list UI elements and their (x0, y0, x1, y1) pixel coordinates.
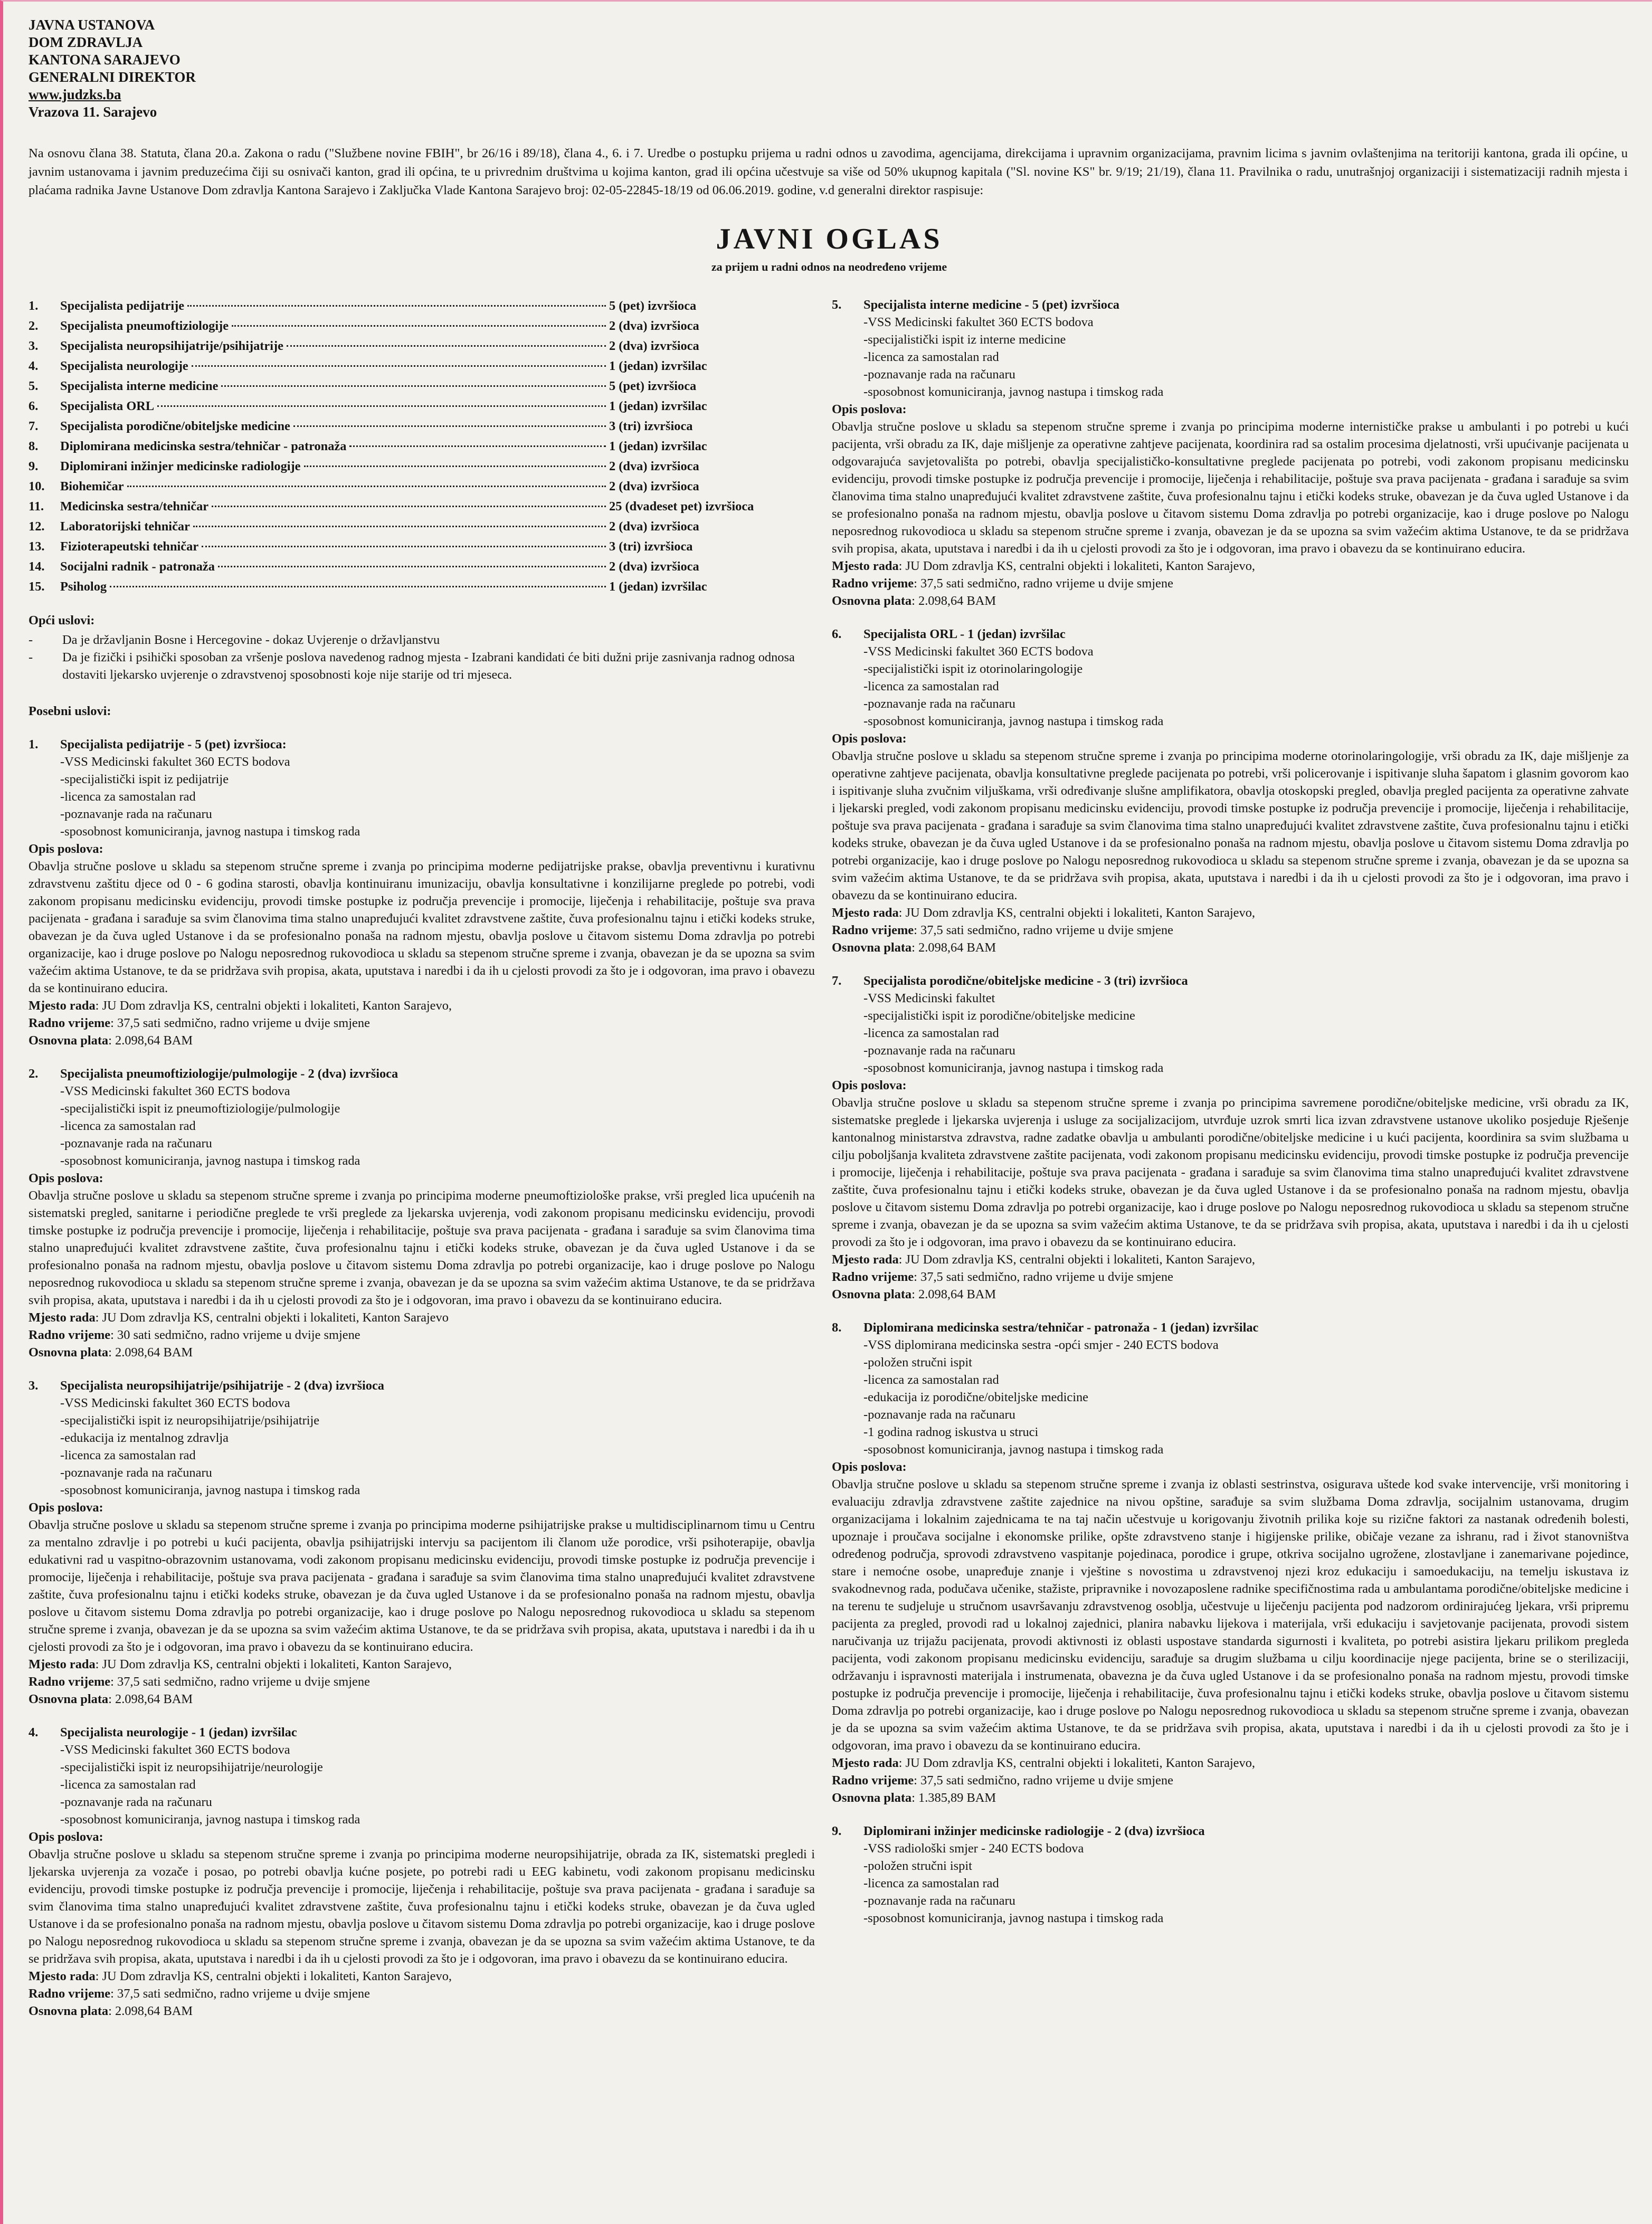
salary-value: : 2.098,64 BAM (108, 1345, 193, 1360)
hours-row (29, 1985, 815, 2002)
position-count: 1 (jedan) izvršilac (609, 579, 707, 594)
requirements-list (863, 1840, 1629, 1927)
position-row (29, 356, 815, 376)
left-column (29, 296, 815, 2020)
job-title-row (832, 296, 1629, 313)
position-row (29, 396, 815, 416)
salary-row (29, 1032, 815, 1049)
job-title: Diplomirana medicinska sestra/tehničar - patronaža - 1 (jedan) izvršilac (863, 1320, 1259, 1335)
job-title: Diplomirani inžinjer medicinske radiologije - 2 (dva) izvršioca (863, 1824, 1205, 1838)
hours-label: Radno vrijeme (832, 1270, 914, 1284)
hours-row (29, 1673, 815, 1690)
salary-value: : 2.098,64 BAM (108, 1692, 193, 1706)
list-item (29, 649, 815, 683)
salary-label: Osnovna plata (29, 1033, 109, 1048)
salary-row (832, 1789, 1629, 1807)
position-name: Specijalista neuropsihijatrije/psihijatrije (60, 339, 283, 353)
salary-row (832, 939, 1629, 956)
job-description: Obavlja stručne poslove u skladu sa stepenom stručne spreme i zvanja po principima savremene porodične/obiteljske medicine, vrši obradu za IK, sistematske preglede i ljekarska uvjerenja i usluge za socijalizacijom, utvrđuje uzrok smrti lica izvan zdravstvene ustanove ukoliko posjeduje Rješenje kantonalnog ministarstva zdravstva, radne zadatke obavlja u ambulanti porodične/obiteljske medicine i u kući pacijenta, koordinira sa svim službama u cilju poboljšanja kvaliteta zdravstvene zaštite pacijenata, vodi zakonom propisanu medicinsku evidenciju, provodi timske postupke iz područja prevencije i promocije, liječenja i rehabilitacije, poštuje sva prava pacijenata - građana i sarađuje sa svim članovima tima stalno unapređujući kvalitet zdravstvene zaštite, čuva profesionalnu tajnu i etički kodeks struke, obavezan je da čuva ugled Ustanove i da se profesionalno ponaša na radnom mjestu, obavlja poslove u čitavom sistemu Doma zdravlja po potrebi organizacije, kao i druge poslove po Nalogu neposrednog rukovodioca u skladu sa stepenom stručne spreme i zvanja, obavezan je da se upozna sa svim važećim aktima Ustanove, te da se pridržava svih propisa, akata, uputstava i naredbi i da ih u cjelosti provodi za što je i odgovoran, ima pravo i obavezu da se kontinuirano educira. (832, 1096, 1629, 1249)
requirements-list (60, 1741, 815, 1828)
header-line: DOM ZDRAVLJA (29, 34, 143, 50)
position-row (29, 537, 815, 557)
requirements-list (60, 1082, 815, 1170)
requirement-item: -edukacija iz porodične/obiteljske medicine (863, 1390, 1088, 1404)
requirement-item: -1 godina radnog iskustva u struci (863, 1425, 1039, 1439)
position-name: Medicinska sestra/tehničar (60, 499, 209, 514)
right-sections (832, 296, 1629, 1927)
position-count: 3 (tri) izvršioca (609, 419, 693, 433)
header-line: JAVNA USTANOVA (29, 17, 155, 33)
job-number: 9. (832, 1824, 842, 1838)
salary-value: : 2.098,64 BAM (912, 1287, 996, 1301)
position-number: 7. (29, 419, 39, 433)
position-number: 2. (29, 319, 39, 333)
requirement-item: -specijalistički ispit iz porodične/obiteljske medicine (863, 1009, 1135, 1023)
requirement-item: -licenca za samostalan rad (863, 1876, 999, 1890)
requirement-item: -VSS Medicinski fakultet 360 ECTS bodova (60, 1743, 290, 1757)
position-count: 2 (dva) izvršioca (609, 459, 699, 473)
job-description: Obavlja stručne poslove u skladu sa stepenom stručne spreme i zvanja po principima moderne pedijatrijske prakse, obavlja preventivnu i kurativnu zdravstvenu zaštitu djece od 0 - 6 godina starosti, obavlja kontinuiranu imunizaciju, obavlja konsultativne i konzilijarne preglede po potrebi, vodi zakonom propisanu medicinsku evidenciju, provodi timske postupke iz područja prevencije i promocije, liječenja i rehabilitacije, poštuje sva prava pacijenata - građana i sarađuje sa svim članovima tima stalno unapređujući kvalitet zdravstvene zaštite, čuva profesionalnu tajnu i etički kodeks struke, obavezan je da čuva ugled Ustanove i da se profesionalno ponaša na radnom mjestu, obavlja poslove u čitavom sistemu Doma zdravlja po potrebi organizacije, kao i druge poslove po Nalogu neposrednog rukovodioca u skladu sa stepenom stručne spreme i zvanja, obavezan je da se upozna sa svim važećim aktima Ustanove, te da se pridržava svih propisa, akata, uputstava i naredbi i da ih u cjelosti provodi za što je i odgovoran, ima pravo i obavezu da se kontinuirano educira. (29, 859, 815, 995)
job-number: 4. (29, 1725, 39, 1740)
place-value: : JU Dom zdravlja KS, centralni objekti i lokaliteti, Kanton Sarajevo, (95, 999, 452, 1013)
job-number: 5. (832, 298, 842, 312)
position-row (29, 517, 815, 537)
requirements-list (60, 753, 815, 840)
position-number: 10. (29, 479, 45, 493)
requirement-item: -sposobnost komuniciranja, javnog nastupa i timskog rada (60, 1812, 360, 1827)
place-row (29, 1309, 815, 1326)
requirement-item: -sposobnost komuniciranja, javnog nastupa i timskog rada (60, 824, 360, 839)
job-description: Obavlja stručne poslove u skladu sa stepenom stručne spreme i zvanja po principima moderne pneumoftiziološke prakse, vrši pregled lica upućenih na sistematski pregled, sanitarne i periodične preglede te vrši preglede za ljekarska uvjerenja, vodi zakonom propisanu medicinsku evidenciju, provodi timske postupke iz područja prevencije i promocije, liječenja i rehabilitacije, poštuje sva prava pacijenata - građana i sarađuje sa svim članovima tima stalno unapređujući kvalitet zdravstvene zaštite, čuva profesionalnu tajnu i etički kodeks struke, obavezan je da čuva ugled Ustanove i da se profesionalno ponaša na radnom mjestu, obavlja poslove u čitavom sistemu Doma zdravlja po potrebi organizacije, kao i druge poslove po Nalogu neposrednog rukovodioca u skladu sa stepenom stručne spreme i zvanja, obavezan je da se upozna sa svim važećim aktima Ustanove, te da se pridržava svih propisa, akata, uputstava i naredbi i da ih u cjelosti provodi za što je i odgovoran, ima pravo i obavezu da se kontinuirano educira. (29, 1189, 815, 1307)
job-number: 3. (29, 1379, 39, 1393)
position-row (29, 577, 815, 597)
place-value: : JU Dom zdravlja KS, centralni objekti i lokaliteti, Kanton Sarajevo, (898, 1252, 1255, 1267)
hours-row (29, 1014, 815, 1032)
job-title: Specijalista pneumoftiziologije/pulmologije - 2 (dva) izvršioca (60, 1067, 398, 1081)
salary-row (29, 1344, 815, 1361)
salary-row (832, 592, 1629, 610)
dot-leader (192, 365, 606, 367)
salary-value: : 2.098,64 BAM (912, 594, 996, 608)
requirement-item: -VSS Medicinski fakultet 360 ECTS bodova (60, 1396, 290, 1410)
address: Vrazova 11. Sarajevo (29, 104, 157, 120)
hours-label: Radno vrijeme (29, 1016, 111, 1030)
requirement-item: -sposobnost komuniciranja, javnog nastupa i timskog rada (863, 1442, 1164, 1457)
requirement-item: -licenca za samostalan rad (863, 350, 999, 364)
legal-intro: Na osnovu člana 38. Statuta, člana 20.a. Zakona o radu ("Službene novine FBIH", br 26/16 i 89/18), člana 4., 6. i 7. Uredbe o postupku prijema u radni odnos u zavodima, agencijama, direkcijama i upravnim organizacijama, pravnim licima s javnim ovlaštenjima na teritoriji kantona, grada ili općine, u javnim ustanovama i javnim preduzećima čiji su osnivači kanton, grad ili općina, te u privrednim društvima u kojima kanton, grad ili općina učestvuje sa više od 50% ukupnog kapitala ("Sl. novine KS" br. 9/19; 21/19), člana 11. Pravilnika o radu, unutrašnjoj organizaciji i sistematizaciji radnih mjesta i plaćama radnika Javne Ustanove Dom zdravlja Kantona Sarajevo i Zaključka Vlade Kantona Sarajevo broj: 02-05-22845-18/19 od 06.06.2019. godine, v.d generalni direktor raspisuje: (29, 146, 1628, 197)
description-label: Opis poslova: (832, 1078, 907, 1092)
hours-label: Radno vrijeme (29, 1675, 111, 1689)
salary-label: Osnovna plata (29, 1692, 109, 1706)
requirements-list (60, 1394, 815, 1499)
dot-leader (293, 425, 606, 427)
dot-leader (304, 465, 606, 467)
place-value: : JU Dom zdravlja KS, centralni objekti i lokaliteti, Kanton Sarajevo, (898, 906, 1255, 920)
hours-value: : 37,5 sati sedmično, radno vrijeme u dvije smjene (914, 576, 1173, 591)
requirement-item: -licenca za samostalan rad (60, 1778, 196, 1792)
requirement-item: -licenca za samostalan rad (60, 790, 196, 804)
job-title: Specijalista ORL - 1 (jedan) izvršilac (863, 627, 1066, 641)
position-count: 2 (dva) izvršioca (609, 559, 699, 574)
dot-leader (221, 385, 606, 387)
job-description: Obavlja stručne poslove u skladu sa stepenom stručne spreme i zvanja po principima moderne neuropsihijatrije, obrada za IK, sistematski pregledi i ljekarska uvjerenja za vozače i posao, po potrebi obavlja kućne posjete, po potrebi radi u EEG kabinetu, vodi zakonom propisanu medicinsku evidenciju, provodi timske postupke iz područja prevencije i promocije, liječenja i rehabilitacije, poštuje sva prava pacijenata - građana i sarađuje sa svim članovima tima stalno unapređujući kvalitet zdravstvene zaštite, čuva profesionalnu tajnu i etički kodeks struke, obavezan je da čuva ugled Ustanove i da se profesionalno ponaša na radnom mjestu, obavlja poslove u čitavom sistemu Doma zdravlja po potrebi organizacije, kao i druge poslove po Nalogu neposrednog rukovodioca u skladu sa stepenom stručne spreme i zvanja, obavezan je da se upozna sa svim važećim aktima Ustanove, te da se pridržava svih propisa, akata, uputstava i naredbi i da ih u cjelosti provodi za što je i odgovoran, ima pravo i obavezu da se kontinuirano educira. (29, 1847, 815, 1966)
requirement-item: -licenca za samostalan rad (863, 679, 999, 693)
position-count: 1 (jedan) izvršilac (609, 359, 707, 373)
salary-row (29, 1690, 815, 1708)
position-count: 2 (dva) izvršioca (609, 319, 699, 333)
position-number: 8. (29, 439, 39, 453)
job-title-row (29, 1377, 815, 1394)
requirement-item: -poznavanje rada na računaru (863, 367, 1015, 382)
position-name: Specijalista porodične/obiteljske medicine (60, 419, 290, 433)
position-name: Biohemičar (60, 479, 124, 493)
place-row (29, 1656, 815, 1673)
job-number: 8. (832, 1320, 842, 1335)
dot-leader (202, 546, 606, 547)
requirement-item: -poznavanje rada na računaru (60, 1136, 212, 1151)
place-value: : JU Dom zdravlja KS, centralni objekti i lokaliteti, Kanton Sarajevo, (898, 1756, 1255, 1770)
description-label: Opis poslova: (29, 1500, 103, 1515)
position-number: 13. (29, 539, 45, 554)
list-item (29, 631, 815, 649)
job-title-row (832, 1319, 1629, 1336)
salary-label: Osnovna plata (832, 940, 912, 955)
requirements-list (863, 990, 1629, 1077)
position-name: Psiholog (60, 579, 107, 594)
position-name: Diplomirani inžinjer medicinske radiologije (60, 459, 301, 473)
requirement-item: -specijalistički ispit iz interne medicine (863, 332, 1066, 347)
job-description: Obavlja stručne poslove u skladu sa stepenom stručne spreme i zvanja po principima moderne otorinolaringologije, vrši obradu za IK, daje mišljenje za operativne zahtjeve pacijenata, obavlja konsultativne preglede pacijenata po potrebi, vrši policerovanje i ispitivanje sluha šapatom i glasnim govorom kao i ispitivanje sluha zvučnim viljuškama, vrši određivanje slušne amplifikatora, obavlja otoskopski pregled, obavlja pregled pacijenta za operativne zahvate i ljekarski pregled, vodi zakonom propisanu medicinsku evidenciju, provodi timske postupke iz područja prevencije i promocije, liječenja i rehabilitacije, poštuje sva prava pacijenata - građana i sarađuje sa svim članovima tima stalno unapređujući kvalitet zdravstvene zaštite, čuva profesionalnu tajnu i etički kodeks struke, obavezan je da čuva ugled Ustanove i da se profesionalno ponaša na radnom mjestu, obavlja poslove u čitavom sistemu Doma zdravlja po potrebi organizacije, kao i druge poslove po Nalogu neposrednog rukovodioca u skladu sa stepenom stručne spreme i zvanja, obavezan je da se upozna sa svim važećim aktima Ustanove, te da se pridržava svih propisa, akata, uputstava i naredbi i da ih u cjelosti provodi za što je i odgovoran, ima pravo i obavezu da se kontinuirano educira. (832, 749, 1629, 902)
job-description: Obavlja stručne poslove u skladu sa stepenom stručne spreme i zvanja po principima moderne psihijatrijske prakse u multidisciplinarnom timu u Centru za mentalno zdravlje i po potrebi u kući pacijenta, obavlja psihijatrijski intervju sa pacijentom ili članom uže porodice, vrši psihoterapije, obavlja edukativni rad u vaspitno-obrazovnim ustanovama, vodi zakonom propisanu medicinsku evidenciju, provodi timske postupke iz područja prevencije i promocije, liječenja i rehabilitacije, poštuje sva prava pacijenata - građana i sarađuje sa svim članovima tima stalno unapređujući kvalitet zdravstvene zaštite, čuva profesionalnu tajnu i etički kodeks struke, obavezan je da čuva ugled Ustanove i da se profesionalno ponaša na radnom mjestu, obavlja poslove u čitavom sistemu Doma zdravlja po potrebi organizacije, kao i druge poslove po Nalogu neposrednog rukovodioca u skladu sa stepenom stručne spreme i zvanja, obavezan je da se upozna sa svim važećim aktima Ustanove, te da se pridržava svih propisa, akata, uputstava i naredbi i da ih u cjelosti provodi za što je i odgovoran, ima pravo i obavezu da se kontinuirano educira. (29, 1518, 815, 1654)
position-number: 6. (29, 399, 39, 413)
position-name: Specijalista ORL (60, 399, 155, 413)
requirement-item: -sposobnost komuniciranja, javnog nastupa i timskog rada (60, 1154, 360, 1168)
dot-leader (127, 486, 606, 487)
requirement-item: -poznavanje rada na računaru (863, 1043, 1015, 1058)
place-value: : JU Dom zdravlja KS, centralni objekti i lokaliteti, Kanton Sarajevo, (95, 1657, 452, 1671)
position-name: Diplomirana medicinska sestra/tehničar - patronaža (60, 439, 347, 453)
position-number: 5. (29, 379, 39, 393)
job-section (832, 1319, 1629, 1807)
dot-leader (187, 305, 606, 307)
position-count: 2 (dva) izvršioca (609, 519, 699, 534)
requirement-item: -poznavanje rada na računaru (863, 1894, 1015, 1908)
hours-value: : 37,5 sati sedmično, radno vrijeme u dvije smjene (914, 923, 1173, 937)
position-name: Specijalista pedijatrije (60, 299, 185, 313)
position-count: 1 (jedan) izvršilac (609, 439, 707, 453)
description-label: Opis poslova: (29, 1171, 103, 1185)
position-name: Laboratorijski tehničar (60, 519, 190, 534)
place-label: Mjesto rada (29, 1657, 96, 1671)
right-column (832, 296, 1629, 1927)
position-row (29, 557, 815, 577)
requirement-item: -VSS Medicinski fakultet (863, 991, 995, 1005)
job-section (832, 1822, 1629, 1927)
requirement-item: -poznavanje rada na računaru (863, 1408, 1015, 1422)
general-conditions-title: Opći uslovi: (29, 613, 95, 628)
place-label: Mjesto rada (29, 1310, 96, 1325)
position-number: 9. (29, 459, 39, 473)
position-row (29, 477, 815, 497)
place-label: Mjesto rada (832, 1252, 899, 1267)
hours-value: : 37,5 sati sedmično, radno vrijeme u dvije smjene (914, 1270, 1173, 1284)
job-section (29, 1377, 815, 1708)
job-title-row (29, 1724, 815, 1741)
job-title: Specijalista porodične/obiteljske medicine - 3 (tri) izvršioca (863, 974, 1188, 988)
requirement-item: -specijalistički ispit iz neuropsihijatrije/psihijatrije (60, 1413, 320, 1428)
special-conditions-title: Posebni uslovi: (29, 704, 111, 718)
job-number: 2. (29, 1067, 39, 1081)
requirement-item: -položen stručni ispit (863, 1355, 972, 1370)
page-title: JAVNI OGLAS (716, 223, 943, 255)
requirement-item: -VSS diplomirana medicinska sestra -opći smjer - 240 ECTS bodova (863, 1338, 1219, 1352)
job-description: Obavlja stručne poslove u skladu sa stepenom stručne spreme i zvanja po principima moderne internističke prakse u ambulanti i po potrebi u kući pacijenta, vrši obradu za IK, daje mišljenje za operativne zahtjeve pacijenata, koordinira rad sa ostalim procesima djelatnosti, vrši upućivanje pacijenata u odgovarajuća savjetovališta po potrebi, obavlja specijalističko-konsultativne preglede pacijenata po potrebi, vodi zakonom propisanu medicinsku evidenciju, provodi timske postupke iz područja prevencije i promocije, liječenja i rehabilitacije, poštuje sva prava pacijenata - građana i sarađuje sa svim članovima tima stalno unapređujući kvalitet zdravstvene zaštite, čuva profesionalnu tajnu i etički kodeks struke, obavezan je da čuva ugled Ustanove i da se profesionalno ponaša na radnom mjestu, obavlja poslove u čitavom sistemu Doma zdravlja po potrebi organizacije, kao i druge poslove po Nalogu neposrednog rukovodioca u skladu sa stepenom stručne spreme i zvanja, obavezan je da se upozna sa svim važećim aktima Ustanove, te da se pridržava svih propisa, akata, uputstava i naredbi i da ih u cjelosti provodi za što je i odgovoran, ima pravo i obavezu da se kontinuirano educira. (832, 420, 1629, 556)
salary-row (832, 1286, 1629, 1303)
job-title-row (832, 972, 1629, 990)
requirement-item: -specijalistički ispit iz pneumoftiziologije/pulmologije (60, 1101, 340, 1116)
requirement-item: -poznavanje rada na računaru (60, 807, 212, 821)
requirement-item: -VSS radiološki smjer - 240 ECTS bodova (863, 1841, 1084, 1856)
place-value: : JU Dom zdravlja KS, centralni objekti i lokaliteti, Kanton Sarajevo, (95, 1969, 452, 1983)
hours-label: Radno vrijeme (29, 1987, 111, 2001)
dash-marker: - (29, 650, 33, 664)
position-count: 1 (jedan) izvršilac (609, 399, 707, 413)
salary-value: : 2.098,64 BAM (108, 1033, 193, 1048)
requirement-item: -poznavanje rada na računaru (863, 697, 1015, 711)
salary-label: Osnovna plata (832, 1791, 912, 1805)
position-row (29, 416, 815, 436)
position-name: Specijalista pneumoftiziologije (60, 319, 229, 333)
dot-leader (193, 526, 606, 527)
position-count: 2 (dva) izvršioca (609, 479, 699, 493)
place-row (832, 1754, 1629, 1772)
hours-row (832, 921, 1629, 939)
job-title-row (29, 1065, 815, 1082)
requirement-item: -licenca za samostalan rad (863, 1373, 999, 1387)
requirement-item: -specijalistički ispit iz pedijatrije (60, 772, 229, 786)
general-conditions-list (29, 631, 815, 683)
hours-label: Radno vrijeme (832, 1773, 914, 1788)
job-number: 6. (832, 627, 842, 641)
position-count: 5 (pet) izvršioca (609, 379, 697, 393)
job-title: Specijalista interne medicine - 5 (pet) izvršioca (863, 298, 1119, 312)
hours-row (832, 575, 1629, 592)
requirement-item: -licenca za samostalan rad (60, 1448, 196, 1462)
place-label: Mjesto rada (29, 999, 96, 1013)
salary-label: Osnovna plata (832, 1287, 912, 1301)
requirement-item: -specijalistički ispit iz neuropsihijatrije/neurologije (60, 1760, 323, 1774)
place-row (832, 904, 1629, 921)
requirement-item: -licenca za samostalan rad (863, 1026, 999, 1040)
job-number: 1. (29, 737, 39, 752)
hours-value: : 30 sati sedmično, radno vrijeme u dvije smjene (110, 1328, 360, 1342)
description-label: Opis poslova: (832, 402, 907, 416)
dot-leader (212, 506, 606, 507)
job-description: Obavlja stručne poslove u skladu sa stepenom stručne spreme i zvanja iz oblasti sestrinstva, osigurava uštede kod svake intervencije, vrši monitoring i evaluaciju zdravlja zdravstvene zaštite zajednice na nivou opštine, sarađuje sa svim službama Doma zdravlja, socijalnim ustanovama, drugim organizacijama i lokalnim zajednicama te na taj način učestvuje u korigovanju životnih prilika koje su rizične faktori za nastanak određenih bolesti, upoznaje i proučava socijalne i ekonomske prilike, opšte zdravstveno stanje i higijenske prilike, običaje vezane za ishranu, rad i život stanovništva određenog područja, sprovodi zdravstveno vaspitanje pojedinaca, porodice i grupe, otkriva socijalno ugrožene, zlostavljane i zanemarivane pojedince, stare i nemoćne osobe, unapređuje znanje i vještine s novostima u zdravstvenoj njezi kroz edukaciju i samoedukaciju, na temelju iskustava iz svakodnevnog rada, podučava učenike, stažiste, pripravnike i novozaposlene radnike specifičnostima rada u ambulantama porodične/obiteljske medicine i na terenu te sudjeluje u stručnom usavršavanju zdravstvenog osoblja, učestvuje u liječenju pacijenta pod nadzorom ordinirajućeg ljekara, vrši pripremu pacijenta za pregled, provodi rad u lokalnoj zajednici, planira nabavku lijekova i materijala, vrši edukaciju i savjetovanje pacijenata, provodi sistem naručivanja uz trijažu pacijenata, provodi aktivnosti iz oblasti uspostave standarda sigurnosti i kvaliteta, po potrebi asistira ljekaru prilikom pregleda pacijenta, vodi zakonom propisanu medicinsku evidenciju, sarađuje sa drugim službama u cilju koordinacije njege pacijenta, brine se o sterilizaciji, održavanju i ispravnosti materijala i instrumenata, obavezna je da čuva ugled Ustanove i da se profesionalno ponaša na radnom mjestu, provodi timske postupke iz područja prevencije i promocije, liječenja i rehabilitacije, čuva profesionalnu tajnu i etički kodeks struke, obavlja poslove u čitavom sistemu Doma zdravlja po potrebi organizacije, kao i druge poslove po Nalogu neposrednog rukovodioca u skladu sa stepenom stručne spreme i zvanja, obavezan je da se upozna sa svim važećim aktima Ustanove, te da se pridržava svih propisa, akata, uputstava i naredbi i da ih u cjelosti provodi za što je i odgovoran, ima pravo i obavezu da se kontinuirano educira. (832, 1477, 1629, 1753)
requirements-list (863, 643, 1629, 730)
job-title: Specijalista neuropsihijatrije/psihijatrije - 2 (dva) izvršioca (60, 1379, 384, 1393)
salary-row (29, 2002, 815, 2020)
place-value: : JU Dom zdravlja KS, centralni objekti i lokaliteti, Kanton Sarajevo, (898, 559, 1255, 573)
dot-leader (218, 566, 606, 567)
description-label: Opis poslova: (29, 1830, 103, 1844)
header-line: GENERALNI DIREKTOR (29, 69, 196, 85)
requirement-item: -specijalistički ispit iz otorinolaringologije (863, 662, 1083, 676)
position-number: 3. (29, 339, 39, 353)
position-row (29, 457, 815, 477)
place-label: Mjesto rada (29, 1969, 96, 1983)
place-row (832, 1251, 1629, 1268)
place-row (29, 997, 815, 1014)
job-section (832, 625, 1629, 956)
position-name: Specijalista neurologije (60, 359, 188, 373)
place-row (832, 557, 1629, 575)
position-name: Fizioterapeutski tehničar (60, 539, 199, 554)
dot-leader (157, 405, 606, 407)
requirement-item: -VSS Medicinski fakultet 360 ECTS bodova (863, 644, 1094, 659)
position-count: 3 (tri) izvršioca (609, 539, 693, 554)
hours-row (29, 1326, 815, 1344)
position-number: 14. (29, 559, 45, 574)
requirement-item: -VSS Medicinski fakultet 360 ECTS bodova (863, 315, 1094, 329)
hours-row (832, 1772, 1629, 1789)
requirement-item: -sposobnost komuniciranja, javnog nastupa i timskog rada (863, 714, 1164, 728)
hours-value: : 37,5 sati sedmično, radno vrijeme u dvije smjene (914, 1773, 1173, 1788)
place-value: : JU Dom zdravlja KS, centralni objekti i lokaliteti, Kanton Sarajevo (95, 1310, 449, 1325)
dot-leader (110, 586, 606, 587)
dot-leader (232, 325, 606, 327)
header-line: KANTONA SARAJEVO (29, 52, 181, 68)
position-number: 12. (29, 519, 45, 534)
requirement-item: -sposobnost komuniciranja, javnog nastupa i timskog rada (863, 1911, 1164, 1925)
job-section (29, 1724, 815, 2020)
job-number: 7. (832, 974, 842, 988)
place-row (29, 1968, 815, 1985)
requirements-list (863, 1336, 1629, 1458)
position-row (29, 376, 815, 396)
job-section (832, 972, 1629, 1303)
salary-label: Osnovna plata (29, 1345, 109, 1360)
requirements-list (863, 313, 1629, 401)
hours-label: Radno vrijeme (832, 923, 914, 937)
requirement-item: -VSS Medicinski fakultet 360 ECTS bodova (60, 755, 290, 769)
hours-value: : 37,5 sati sedmično, radno vrijeme u dvije smjene (110, 1675, 370, 1689)
requirement-item: -VSS Medicinski fakultet 360 ECTS bodova (60, 1084, 290, 1098)
requirement-item: -sposobnost komuniciranja, javnog nastupa i timskog rada (863, 385, 1164, 399)
position-name: Specijalista interne medicine (60, 379, 219, 393)
position-number: 1. (29, 299, 39, 313)
salary-value: : 2.098,64 BAM (912, 940, 996, 955)
hours-value: : 37,5 sati sedmično, radno vrijeme u dvije smjene (110, 1016, 370, 1030)
job-title: Specijalista neurologije - 1 (jedan) izvršilac (60, 1725, 297, 1740)
requirement-item: -licenca za samostalan rad (60, 1119, 196, 1133)
dot-leader (287, 345, 606, 347)
job-section (29, 1065, 815, 1361)
position-number: 4. (29, 359, 39, 373)
position-name: Socijalni radnik - patronaža (60, 559, 215, 574)
requirement-item: -položen stručni ispit (863, 1859, 972, 1873)
requirement-item: -poznavanje rada na računaru (60, 1466, 212, 1480)
job-title: Specijalista pedijatrije - 5 (pet) izvršioca: (60, 737, 287, 752)
hours-label: Radno vrijeme (832, 576, 914, 591)
requirement-item: -edukacija iz mentalnog zdravlja (60, 1431, 229, 1445)
job-section (29, 736, 815, 1049)
position-count: 25 (dvadeset pet) izvršioca (609, 499, 754, 514)
position-number: 11. (29, 499, 44, 514)
hours-label: Radno vrijeme (29, 1328, 111, 1342)
job-title-row (832, 1822, 1629, 1840)
positions-list (29, 296, 815, 597)
page-subtitle: za prijem u radni odnos na neodređeno vrijeme (711, 260, 947, 273)
description-label: Opis poslova: (832, 1460, 907, 1474)
job-title-row (29, 736, 815, 753)
place-label: Mjesto rada (832, 559, 899, 573)
position-count: 2 (dva) izvršioca (609, 339, 699, 353)
position-row (29, 316, 815, 336)
hours-value: : 37,5 sati sedmično, radno vrijeme u dvije smjene (110, 1987, 370, 2001)
position-row (29, 436, 815, 457)
position-count: 5 (pet) izvršioca (609, 299, 697, 313)
condition-text: Da je fizički i psihički sposoban za vršenje poslova navedenog radnog mjesta - Izabrani kandidati će biti dužni prije zasnivanja radnog odnosa dostaviti ljekarsko uvjerenje o zdravstvenoj sposobnosti koje nije starije od tri mjeseca. (62, 650, 795, 682)
requirement-item: -sposobnost komuniciranja, javnog nastupa i timskog rada (863, 1061, 1164, 1075)
left-sections (29, 736, 815, 2020)
dot-leader (349, 445, 606, 447)
salary-label: Osnovna plata (29, 2004, 109, 2018)
job-title-row (832, 625, 1629, 643)
dash-marker: - (29, 633, 33, 647)
position-number: 15. (29, 579, 45, 594)
requirement-item: -sposobnost komuniciranja, javnog nastupa i timskog rada (60, 1483, 360, 1497)
condition-text: Da je državljanin Bosne i Hercegovine - dokaz Uvjerenje o državljanstvu (62, 633, 440, 647)
job-section (832, 296, 1629, 610)
salary-value: : 2.098,64 BAM (108, 2004, 193, 2018)
position-row (29, 497, 815, 517)
hours-row (832, 1268, 1629, 1286)
place-label: Mjesto rada (832, 1756, 899, 1770)
position-row (29, 296, 815, 316)
place-label: Mjesto rada (832, 906, 899, 920)
description-label: Opis poslova: (29, 842, 103, 856)
description-label: Opis poslova: (832, 731, 907, 746)
requirement-item: -poznavanje rada na računaru (60, 1795, 212, 1809)
institution-header (29, 16, 196, 121)
salary-label: Osnovna plata (832, 594, 912, 608)
salary-value: : 1.385,89 BAM (912, 1791, 996, 1805)
position-row (29, 336, 815, 356)
website-link[interactable]: www.judzks.ba (29, 87, 121, 102)
